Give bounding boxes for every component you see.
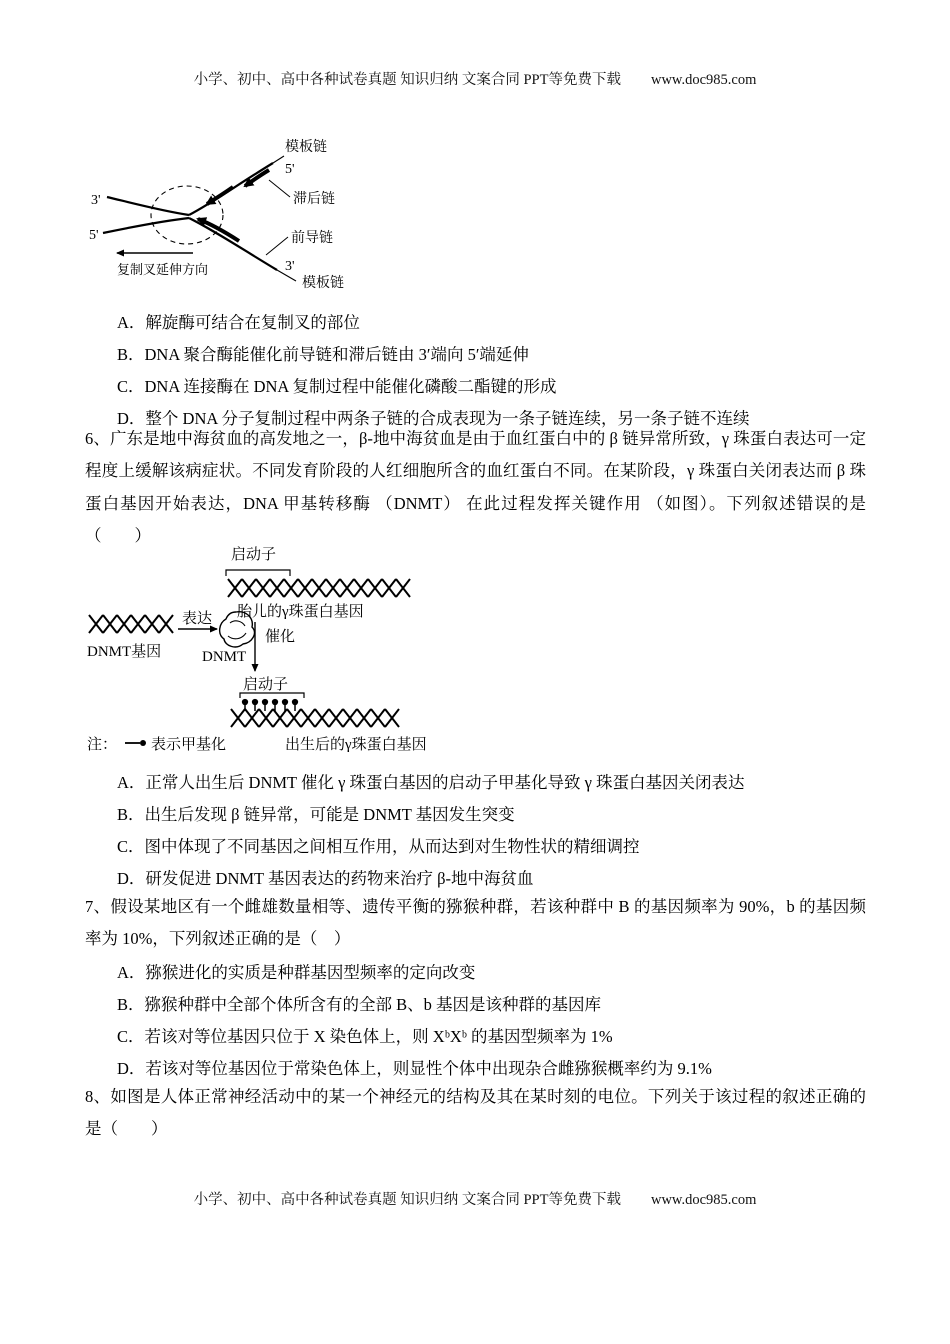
question-5-option-d: D．整个 DNA 分子复制过程中两条子链的合成表现为一条子链连续，另一条子链不连续 <box>117 409 750 428</box>
question-8-stem: 8、如图是人体正常神经活动中的某一个神经元的结构及其在某时刻的电位。下列关于该过程的叙述正确的是（ ） <box>85 1087 866 1139</box>
leading-strand-arrow <box>198 219 239 241</box>
question-5-option-a: A．解旋酶可结合在复制叉的部位 <box>117 313 360 332</box>
dnmt-gene-helix <box>89 615 173 633</box>
footer-site-url[interactable]: www.doc985.com <box>650 1192 757 1208</box>
question-7-stem: 7、假设某地区有一个雌雄数量相等、遗传平衡的猕猴种群，若该种群中 B 的基因频率为 90%，b 的基因频率为 10%，下列叙述正确的是（ ） <box>85 897 866 949</box>
label-lagging-strand: 滞后链 <box>293 192 335 207</box>
label-promoter-top: 启动子 <box>231 547 277 563</box>
methylation-marks <box>243 700 298 711</box>
question-6-options <box>117 767 861 895</box>
question-7-option-b: B．猕猴种群中全部个体所含有的全部 B、b 基因是该种群的基因库 <box>117 995 602 1014</box>
question-7-option-a: A．猕猴进化的实质是种群基因型频率的定向改变 <box>117 963 476 982</box>
label-fork-direction: 复制叉延伸方向 <box>117 262 209 277</box>
question-7-option-d: D．若该对等位基因位于常染色体上，则显性个体中出现杂合雌猕猴概率约为 9.1% <box>117 1059 712 1078</box>
page-footer <box>0 1188 950 1209</box>
label-note-prefix: 注： <box>87 737 118 753</box>
question-7-option-c: C．若该对等位基因只位于 X 染色体上，则 XᵇXᵇ 的基因型频率为 1% <box>117 1027 613 1046</box>
dnmt-methylation-diagram <box>85 543 485 761</box>
label-template-bottom: 模板链 <box>302 276 344 291</box>
label-dnmt-gene: DNMT基因 <box>87 644 162 660</box>
question-5-options <box>117 307 861 435</box>
label-note-suffix: 表示甲基化 <box>151 737 227 753</box>
question-6-option-c: C．图中体现了不同基因之间相互作用，从而达到对生物性状的精细调控 <box>117 837 640 856</box>
page-header <box>0 68 950 89</box>
label-3prime-bottom: 3' <box>285 259 295 274</box>
question-6-option-a: A．正常人出生后 DNMT 催化 γ 珠蛋白基因的启动子甲基化导致 γ 珠蛋白基因关闭表达 <box>117 773 745 792</box>
label-3prime-left: 3' <box>91 193 101 208</box>
label-leading-strand: 前导链 <box>291 231 333 246</box>
label-catalyze: 催化 <box>265 629 296 645</box>
parental-strands <box>103 197 189 233</box>
dna-replication-fork-diagram <box>87 131 349 299</box>
label-fetal-gene: 胎儿的γ珠蛋白基因 <box>237 604 364 620</box>
fetal-gene-helix <box>228 579 410 597</box>
promoter-bottom-bracket <box>240 693 304 698</box>
methylation-legend <box>87 735 226 753</box>
question-6-stem: 6、广东是地中海贫血的高发地之一，β-地中海贫血是由于血红蛋白中的 β 链异常所致，γ 珠蛋白表达可一定程度上缓解该病症状。不同发育阶段的人红细胞所含的血红蛋白不同。在某阶段，γ 珠蛋白关闭表达而 β 珠蛋白基因开始表达，DNA 甲基转移酶 （DNMT） 在此过程发挥关键作用 （如图）。下列叙述错误的是（ ） <box>85 429 866 546</box>
header-site-url[interactable]: www.doc985.com <box>650 72 757 88</box>
label-dnmt-enzyme: DNMT <box>202 649 247 665</box>
leading-label-leader <box>266 237 288 255</box>
question-5-option-b: B．DNA 聚合酶能催化前导链和滞后链由 3′端向 5′端延伸 <box>117 345 529 364</box>
question-6-option-b: B．出生后发现 β 链异常，可能是 DNMT 基因发生突变 <box>117 805 515 824</box>
lagging-strand-fragments <box>207 170 269 204</box>
footer-site-text: 小学、初中、高中各种试卷真题 知识归纳 文案合同 PPT等免费下载 <box>193 1192 621 1208</box>
label-postnatal-gene: 出生后的γ珠蛋白基因 <box>285 737 427 753</box>
label-5prime-left: 5' <box>89 228 99 243</box>
label-5prime-top: 5' <box>285 162 295 177</box>
question-5-option-c: C．DNA 连接酶在 DNA 复制过程中能催化磷酸二酯键的形成 <box>117 377 557 396</box>
lagging-label-leader <box>269 180 290 197</box>
promoter-top-bracket <box>226 570 290 576</box>
question-6-option-d: D．研发促进 DNMT 基因表达的药物来治疗 β-地中海贫血 <box>117 869 534 888</box>
label-promoter-bottom: 启动子 <box>243 677 289 693</box>
label-express: 表达 <box>182 611 213 627</box>
header-site-text: 小学、初中、高中各种试卷真题 知识归纳 文案合同 PPT等免费下载 <box>193 72 621 88</box>
question-7-options <box>117 957 861 1085</box>
label-template-top: 模板链 <box>285 140 327 155</box>
postnatal-gene-helix <box>231 709 399 727</box>
